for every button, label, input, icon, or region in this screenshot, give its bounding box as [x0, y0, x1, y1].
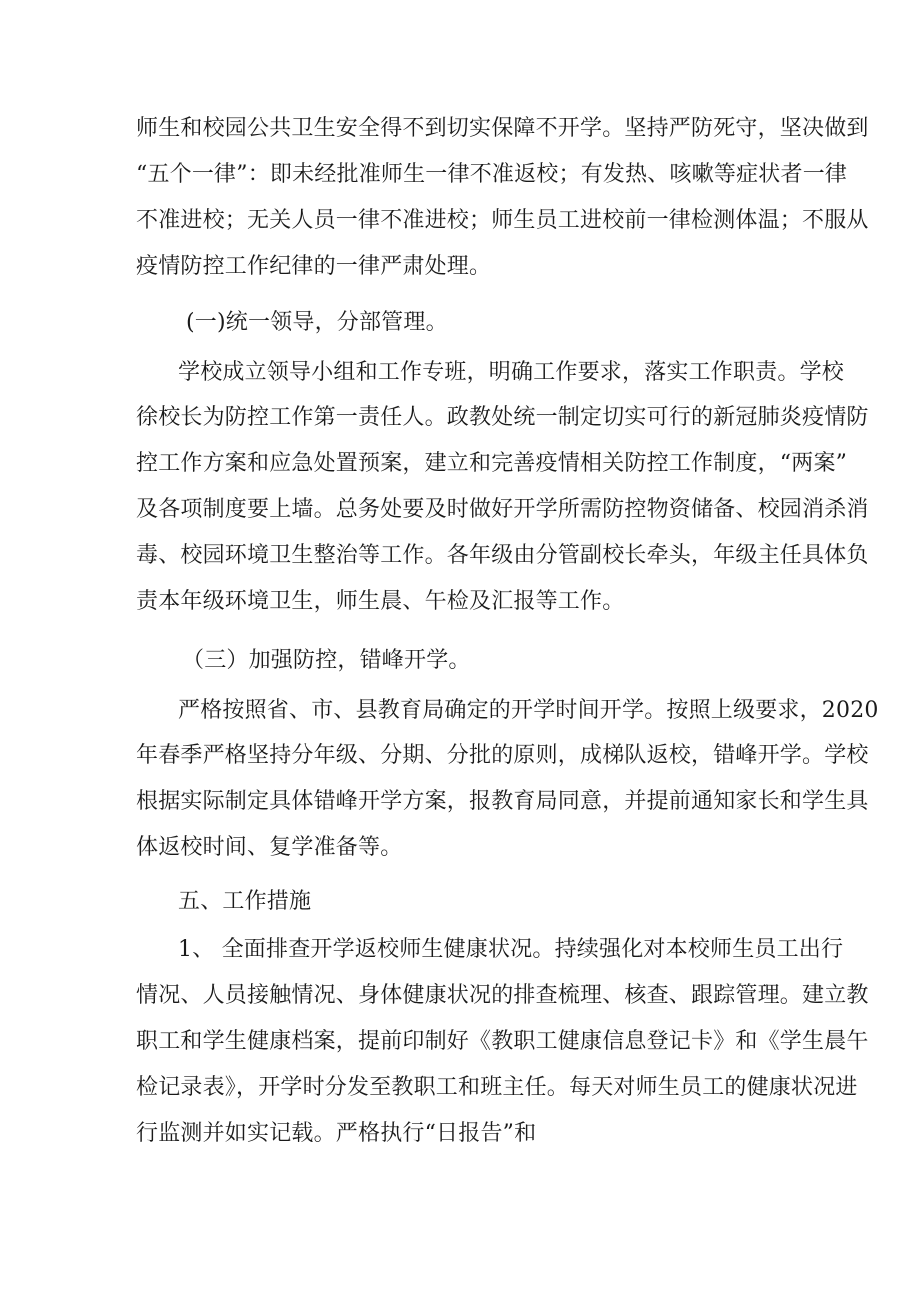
text-line-8: 控工作方案和应急处置预案，建立和完善疫情相关防控工作制度，“两案” — [136, 451, 848, 476]
text-line-2: “五个一律”：即未经批准师生一律不准返校；有发热、咳嗽等症状者一律 — [136, 162, 848, 187]
text-line-6: 学校成立领导小组和工作专班，明确工作要求，落实工作职责。学校 — [178, 360, 845, 385]
text-line-21: 检记录表》，开学时分发至教职工和班主任。每天对师生员工的健康状况进 — [136, 1075, 858, 1100]
text-line-19: 情况、人员接触情况、身体健康状况的排查梳理、核查、跟踪管理。建立教 — [136, 983, 869, 1008]
section-heading-staggered-opening: （三）加强防控，错峰开学。 — [182, 648, 471, 673]
section-heading-unified-leadership: (一)统一领导，分部管理。 — [186, 310, 448, 335]
text-line-22: 行监测并如实记载。严格执行“日报告”和 — [136, 1121, 537, 1146]
text-line-18: 1、 全面排查开学返校师生健康状况。持续强化对本校师生员工出行 — [178, 937, 844, 962]
text-line-9: 及各项制度要上墙。总务处要及时做好开学所需防控物资储备、校园消杀消 — [136, 497, 869, 522]
text-line-16: 体返校时间、复学准备等。 — [136, 835, 403, 860]
text-line-1: 师生和校园公共卫生安全得不到切实保障不开学。坚持严防死守，坚决做到 — [136, 116, 869, 141]
text-line-4: 疫情防控工作纪律的一律严肃处理。 — [136, 254, 492, 279]
text-line-3: 不准进校；无关人员一律不准进校；师生员工进校前一律检测体温；不服从 — [136, 208, 869, 233]
text-line-10: 毒、校园环境卫生整治等工作。各年级由分管副校长牵头，年级主任具体负 — [136, 543, 869, 568]
section-heading-work-measures: 五、工作措施 — [178, 889, 312, 914]
text-line-7: 徐校长为防控工作第一责任人。政教处统一制定切实可行的新冠肺炎疫情防 — [136, 405, 869, 430]
text-line-13: 严格按照省、市、县教育局确定的开学时间开学。按照上级要求，2020 — [178, 698, 879, 723]
text-line-11: 责本年级环境卫生，师生晨、午检及汇报等工作。 — [136, 589, 625, 614]
text-line-20: 职工和学生健康档案，提前印制好《教职工健康信息登记卡》和《学生晨午 — [136, 1029, 869, 1054]
text-line-14: 年春季严格坚持分年级、分期、分批的原则，成梯队返校，错峰开学。学校 — [136, 743, 869, 768]
text-line-15: 根据实际制定具体错峰开学方案，报教育局同意，并提前通知家长和学生具 — [136, 789, 869, 814]
